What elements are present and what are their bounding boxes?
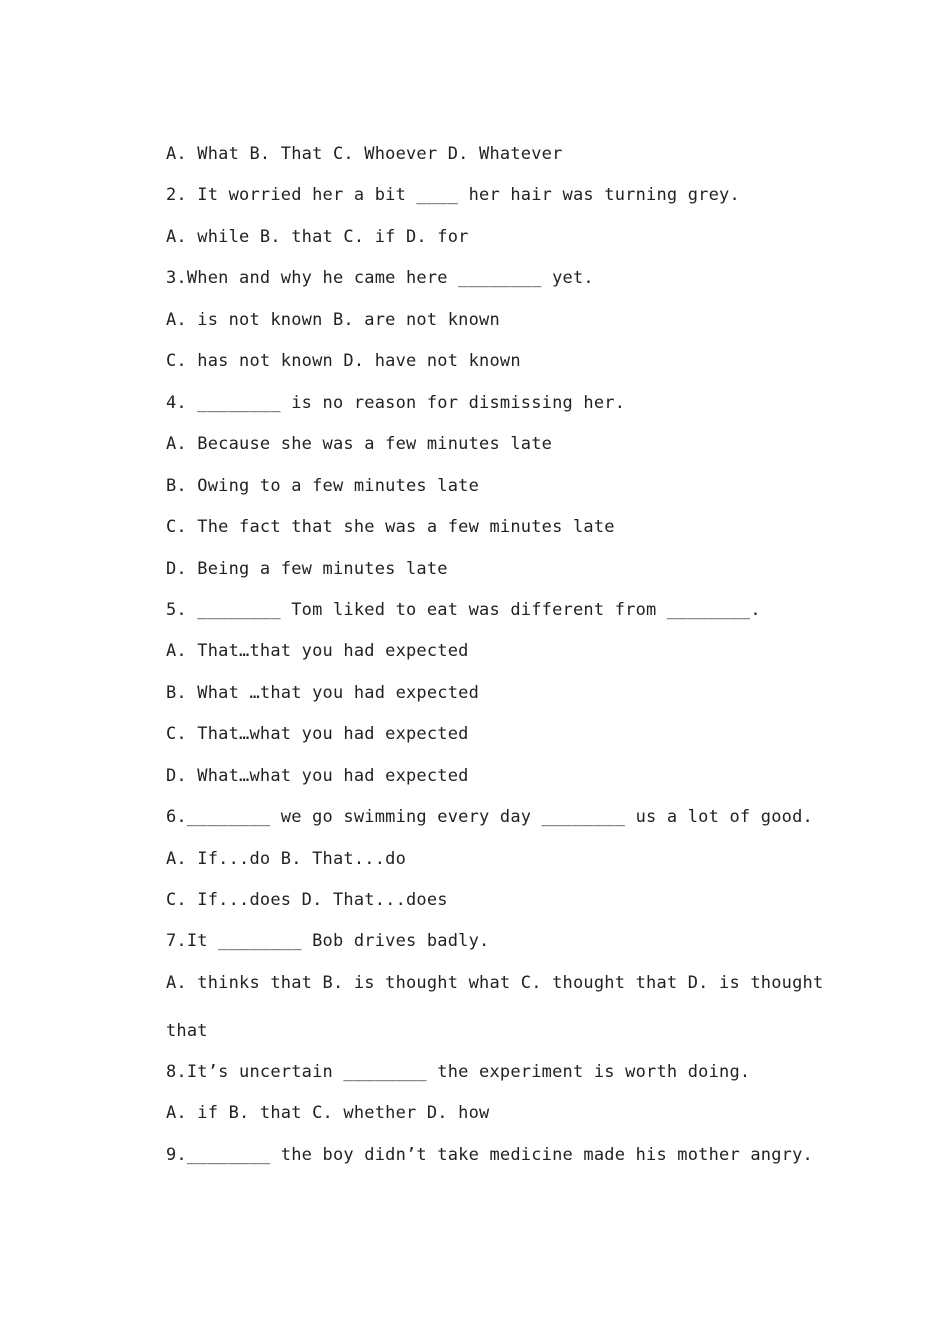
q5-question: 5. ________ Tom liked to eat was different from ________. [166,600,761,620]
q5-option-c: C. That…what you had expected [166,724,469,744]
q2-question: 2. It worried her a bit ____ her hair was turning grey. [166,185,740,205]
q5-option-a: A. That…that you had expected [166,641,469,661]
q5-option-b: B. What …that you had expected [166,683,480,703]
q5-option-d: D. What…what you had expected [166,766,469,786]
q7-question: 7.It ________ Bob drives badly. [166,931,490,951]
q4-option-b: B. Owing to a few minutes late [166,476,480,496]
q3-options-cd: C. has not known D. have not known [166,351,521,371]
q4-option-d: D. Being a few minutes late [166,559,448,579]
q4-option-c: C. The fact that she was a few minutes late [166,517,615,537]
q9-question: 9.________ the boy didn’t take medicine made his mother angry. [166,1145,813,1165]
q2-options: A. while B. that C. if D. for [166,227,469,247]
q6-question: 6.________ we go swimming every day ________ us a lot of good. [166,807,813,827]
q4-question: 4. ________ is no reason for dismissing her. [166,393,626,413]
q3-options-ab: A. is not known B. are not known [166,310,500,330]
q6-options-ab: A. If...do B. That...do [166,849,407,869]
q8-question: 8.It’s uncertain ________ the experiment is worth doing. [166,1062,751,1082]
q4-option-a: A. Because she was a few minutes late [166,434,553,454]
q8-options: A. if B. that C. whether D. how [166,1103,490,1123]
q6-options-cd: C. If...does D. That...does [166,890,448,910]
q7-options-continued: that [166,1021,208,1041]
q7-options: A. thinks that B. is thought what C. thought that D. is thought [166,973,824,993]
q3-question: 3.When and why he came here ________ yet. [166,268,594,288]
q1-options: A. What B. That C. Whoever D. Whatever [166,144,563,164]
